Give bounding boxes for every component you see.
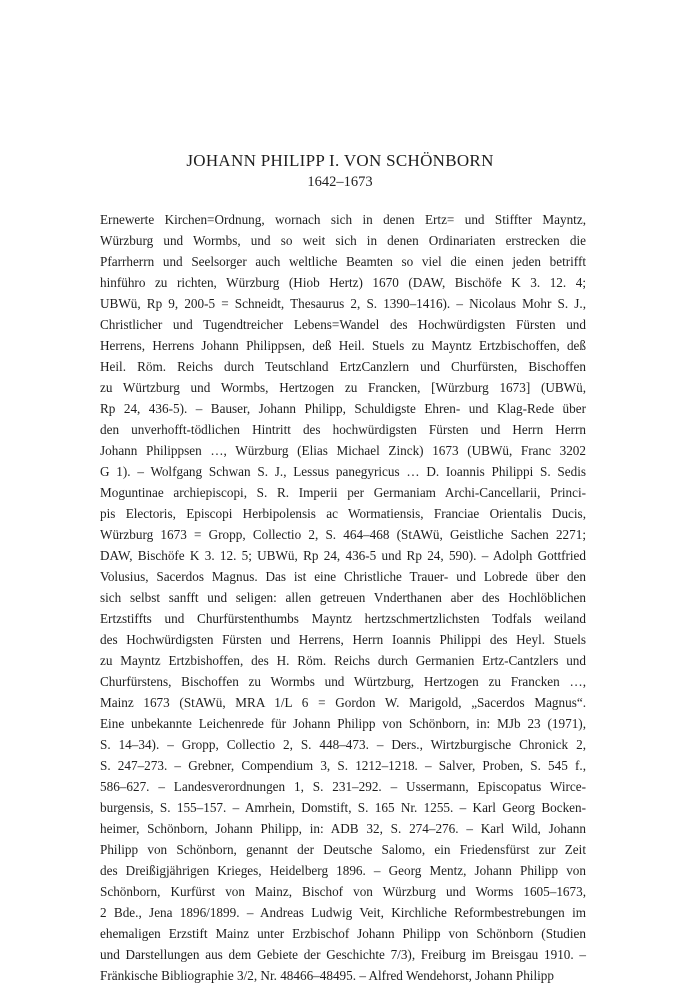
- text-line: Schönborn, Kurfürst von Mainz, Bischof von Würzburg und Worms 1605–1673,: [100, 884, 586, 899]
- chapter-title: JOHANN PHILIPP I. VON SCHÖNBORN: [186, 151, 494, 170]
- text-line: zu Würtzburg und Wormbs, Hertzogen zu Francken, [Würzburg 1673] (UBWü,: [100, 380, 586, 395]
- text-line: Fränkische Bibliographie 3/2, Nr. 48466–48495. – Alfred Wendehorst, Johann Philipp: [100, 968, 554, 983]
- text-line: Eine unbekannte Leichenrede für Johann Philipp von Schönborn, in: MJb 23 (1971),: [100, 716, 586, 731]
- text-line: ehemaligen Erzstift Mainz unter Erzbischof Johann Philipp von Schönborn (Studien: [100, 926, 586, 941]
- text-line: zu Mayntz Ertzbishoffen, des H. Röm. Reichs durch Germanien Ertz-Cantzlers und: [100, 653, 586, 668]
- text-line: heimer, Schönborn, Johann Philipp, in: ADB 32, S. 274–276. – Karl Wild, Johann: [100, 821, 586, 836]
- text-line: DAW, Bischöfe K 3. 12. 5; UBWü, Rp 24, 436-5 und Rp 24, 590). – Adolph Gottfried: [100, 548, 586, 563]
- text-line: UBWü, Rp 9, 200-5 = Schneidt, Thesaurus 2, S. 1390–1416). – Nicolaus Mohr S. J.,: [100, 296, 586, 311]
- bibliography-text: [100, 209, 586, 986]
- text-line: Philipp von Schönborn, genannt der Deutsche Salomo, ein Friedensfürst zur Zeit: [100, 842, 586, 857]
- text-line: pis Electoris, Episcopi Herbipolensis ac Wormatiensis, Franciae Orientalis Ducis,: [100, 506, 586, 521]
- text-line: Churfürstens, Bischoffen zu Wormbs und Würtzburg, Hertzogen zu Francken …,: [100, 674, 586, 689]
- chapter-years: 1642–1673: [307, 174, 373, 190]
- text-line: Ernewerte Kirchen=Ordnung, wornach sich in denen Ertz= und Stiffter Mayntz,: [100, 212, 586, 227]
- text-line: Herrens, Herrens Johann Philippsen, deß Heil. Stuels zu Mayntz Ertzbischoffen, deß: [100, 338, 586, 353]
- text-line: Pfarrherrn und Seelsorger auch weltliche Beamten so viel die einen jeden betrifft: [100, 254, 586, 269]
- text-line: des Dreißigjährigen Krieges, Heidelberg 1896. – Georg Mentz, Johann Philipp von: [100, 863, 586, 878]
- text-line: den unverhofft-tödlichen Hintritt des hochwürdigsten Fürsten und Herrn Herrn: [100, 422, 586, 437]
- chapter-heading: [100, 150, 580, 192]
- text-line: Würzburg 1673 = Gropp, Collectio 2, S. 464–468 (StAWü, Geistliche Sachen 2271;: [100, 527, 586, 542]
- text-line: des Hochwürdigsten Fürsten und Herrens, Herrn Ioannis Philippi des Heyl. Stuels: [100, 632, 586, 647]
- text-line: hinführo zu richten, Würzburg (Hiob Hertz) 1670 (DAW, Bischöfe K 3. 12. 4;: [100, 275, 586, 290]
- text-line: burgensis, S. 155–157. – Amrhein, Domstift, S. 165 Nr. 1255. – Karl Georg Bocken-: [100, 800, 586, 815]
- text-line: Moguntinae archiepiscopi, S. R. Imperii per Germaniam Archi-Cancellarii, Princi-: [100, 485, 586, 500]
- text-line: 586–627. – Landesverordnungen 1, S. 231–292. – Ussermann, Episcopatus Wirce-: [100, 779, 586, 794]
- text-line: S. 247–273. – Grebner, Compendium 3, S. 1212–1218. – Salver, Proben, S. 545 f.,: [100, 758, 586, 773]
- text-line: S. 14–34). – Gropp, Collectio 2, S. 448–473. – Ders., Wirtzburgische Chronick 2,: [100, 737, 586, 752]
- text-line: Johann Philippsen …, Würzburg (Elias Michael Zinck) 1673 (UBWü, Franc 3202: [100, 443, 586, 458]
- text-line: Volusius, Sacerdos Magnus. Das ist eine Christliche Trauer- und Lobrede über den: [100, 569, 586, 584]
- text-line: Heil. Röm. Reichs durch Teutschland ErtzCanzlern und Churfürsten, Bischoffen: [100, 359, 586, 374]
- text-line: sich selbst sanfft und seligen: allen getreuen Vnderthanen aber des Hochlöblichen: [100, 590, 586, 605]
- text-line: Ertzstiffts und Churfürstenthumbs Mayntz hertzschmertzlichsten Todfals weiland: [100, 611, 586, 626]
- text-line: G 1). – Wolfgang Schwan S. J., Lessus panegyricus … D. Ioannis Philippi S. Sedis: [100, 464, 586, 479]
- text-line: Rp 24, 436-5). – Bauser, Johann Philipp, Schuldigste Ehren- und Klag-Rede über: [100, 401, 586, 416]
- text-line: 2 Bde., Jena 1896/1899. – Andreas Ludwig Veit, Kirchliche Reformbestrebungen im: [100, 905, 586, 920]
- text-line: Würzburg und Wormbs, und so weit sich in denen Ordinariaten erstrecken die: [100, 233, 586, 248]
- text-line: Mainz 1673 (StAWü, MRA 1/L 6 = Gordon W. Marigold, „Sacerdos Magnus“.: [100, 695, 586, 710]
- text-line: und Darstellungen aus dem Gebiete der Geschichte 7/3), Freiburg im Breisgau 1910. –: [100, 947, 586, 962]
- text-line: Christlicher und Tugendtreicher Lebens=Wandel des Hochwürdigsten Fürsten und: [100, 317, 586, 332]
